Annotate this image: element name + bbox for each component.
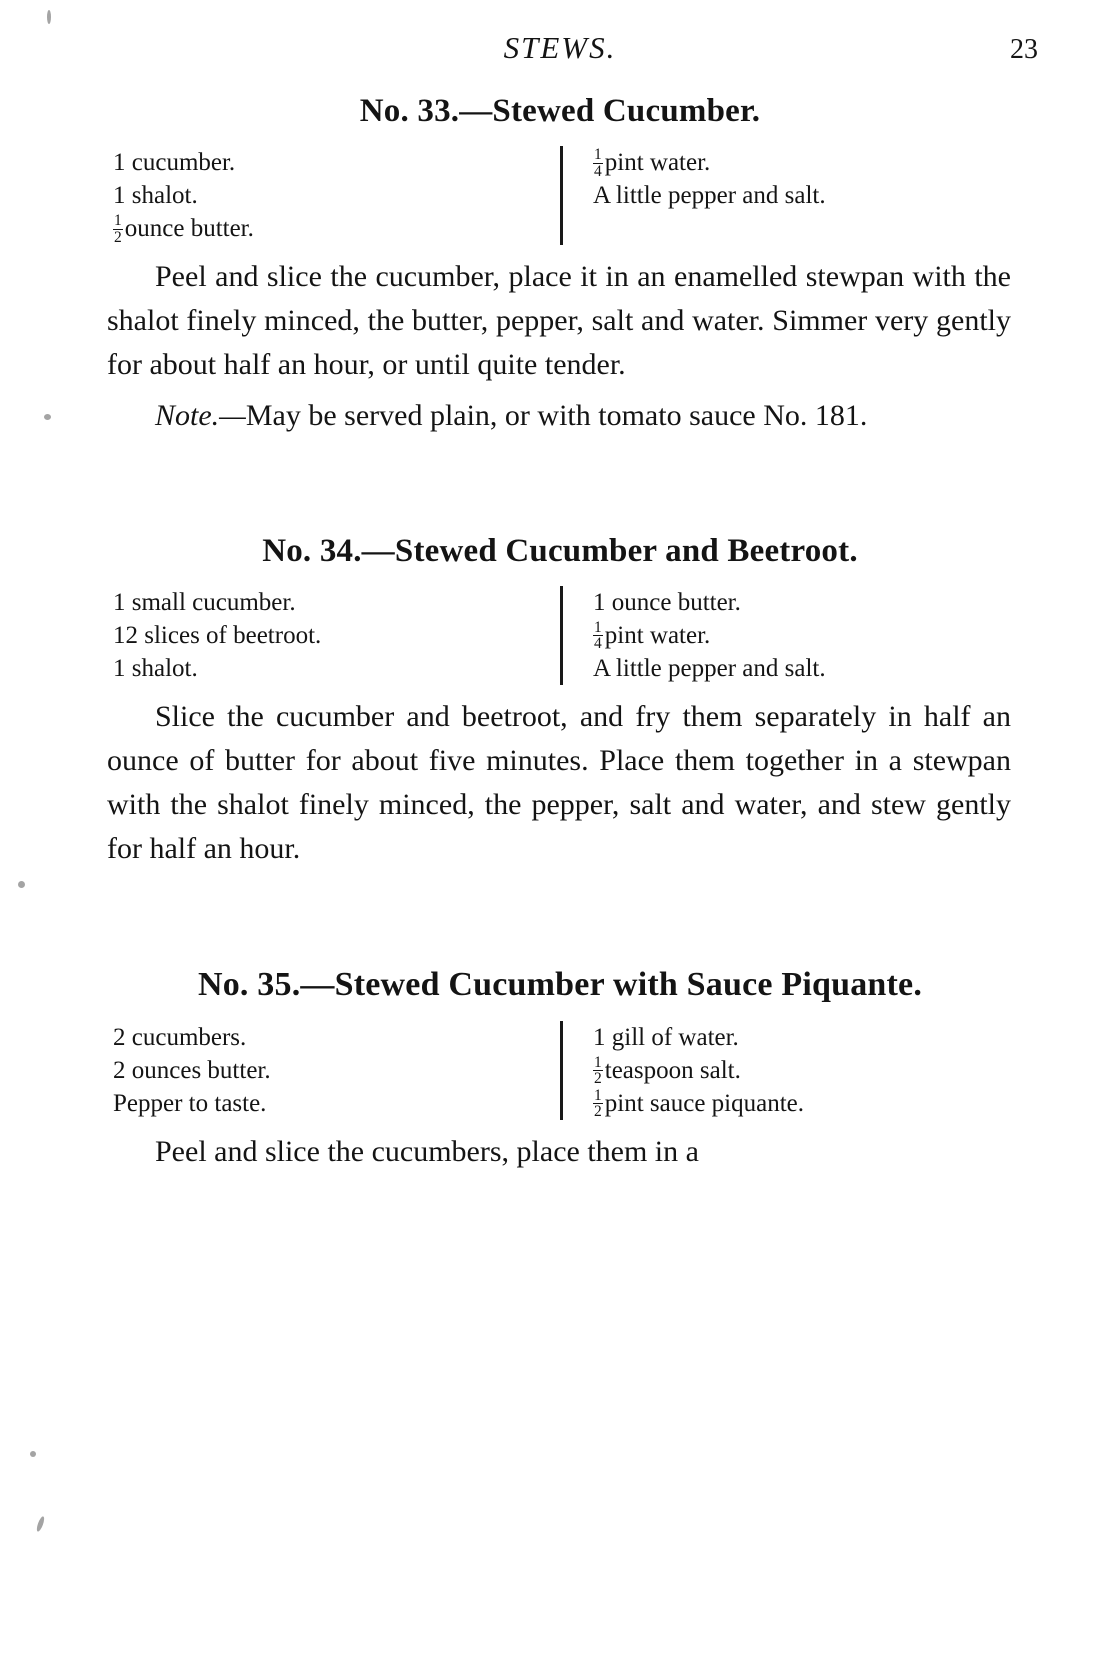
recipe-title: No. 35.—Stewed Cucumber with Sauce Piquante. — [197, 966, 923, 1004]
ingredient-item: $\frac{1}{2}$ ounce butter. — [114, 212, 254, 246]
page-number: 23 — [1010, 34, 1038, 65]
fraction-one-half: $\frac{1}{2}$ — [114, 212, 122, 246]
scan-speck — [18, 881, 25, 888]
ingredient-column-right — [560, 1021, 1015, 1120]
ingredient-item: Pepper to taste. — [113, 1089, 267, 1117]
recipe-title: No. 33.—Stewed Cucumber. — [359, 93, 761, 129]
fraction-one-quarter: $\frac{1}{4}$ — [594, 146, 602, 180]
recipe-note — [105, 394, 1015, 438]
ingredient-item: 2 ounces butter. — [113, 1056, 271, 1084]
ingredient-column-right — [560, 586, 1015, 685]
ingredient-column-left — [105, 1021, 560, 1120]
recipe-33 — [105, 90, 1015, 438]
ingredient-item: 1 ounce butter. — [593, 588, 741, 616]
section-gap — [0, 438, 1120, 530]
ingredient-table — [105, 586, 1015, 685]
scan-speck — [30, 1451, 36, 1457]
running-head — [0, 0, 1120, 90]
ingredient-table — [105, 146, 1015, 245]
recipe-method: Peel and slice the cucumber, place it in an enamelled stewpan with the shalot finely minced, the butter, pepper, salt and water. Simmer very gently for about half an hour, or until quite tender. — [107, 260, 1011, 382]
ingredient-item: 1 shalot. — [113, 654, 198, 682]
section-gap — [0, 871, 1120, 963]
fraction-one-half: $\frac{1}{2}$ — [594, 1086, 602, 1121]
running-title: STEWS. — [503, 30, 617, 65]
ingredient-item: $\frac{1}{4}$ pint water. — [594, 146, 711, 180]
scan-speck — [35, 1516, 45, 1533]
ingredient-item: 2 cucumbers. — [113, 1023, 247, 1051]
recipe-35 — [105, 963, 1015, 1174]
ingredient-column-left — [105, 146, 560, 245]
ingredient-item: A little pepper and salt. — [593, 182, 826, 210]
ingredient-item: 1 small cucumber. — [113, 588, 296, 616]
note-label: Note.— — [155, 398, 246, 432]
ingredient-item: $\frac{1}{2}$ pint sauce piquante. — [594, 1086, 804, 1121]
fraction-one-quarter: $\frac{1}{4}$ — [594, 618, 602, 653]
recipe-method: Slice the cucumber and beetroot, and fry them separately in half an ounce of butter for about five minutes. Place them together in a stewpan with the shalot finely minced, the pepper, salt and water, and stew gently for half an hour. — [107, 699, 1011, 866]
ingredient-item: 12 slices of beetroot. — [113, 621, 322, 649]
recipe-title: No. 34.—Stewed Cucumber and Beetroot. — [262, 532, 858, 569]
recipe-34 — [105, 530, 1015, 872]
ingredient-column-left — [105, 586, 560, 685]
ingredient-item: $\frac{1}{2}$ teaspoon salt. — [594, 1053, 741, 1088]
ingredient-item: 1 shalot. — [113, 182, 198, 210]
ingredient-table — [105, 1021, 1015, 1120]
note-text: May be served plain, or with tomato sauce No. 181. — [245, 398, 868, 432]
scan-speck — [44, 414, 51, 420]
ingredient-column-right — [560, 146, 1015, 245]
ingredient-item: A little pepper and salt. — [593, 654, 826, 682]
ingredient-item: 1 cucumber. — [113, 149, 236, 177]
fraction-one-half: $\frac{1}{2}$ — [594, 1053, 602, 1088]
recipe-method: Peel and slice the cucumbers, place them in a — [155, 1134, 699, 1168]
ingredient-item: 1 gill of water. — [593, 1023, 739, 1051]
ingredient-item: $\frac{1}{4}$ pint water. — [594, 618, 711, 653]
